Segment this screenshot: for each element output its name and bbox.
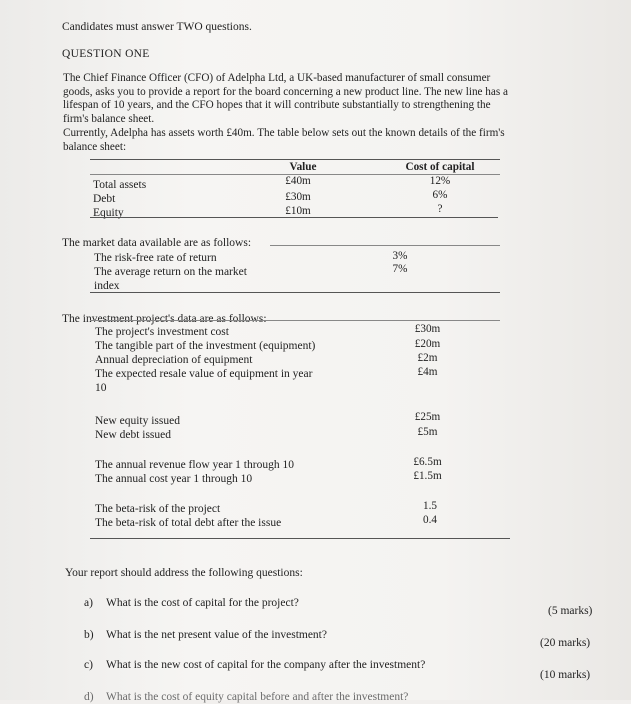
question-letter: a)	[84, 597, 93, 609]
market-bottom-rule	[90, 292, 500, 293]
project-label: The tangible part of the investment (equipment)	[95, 340, 316, 352]
question-marks: (10 marks)	[540, 669, 591, 681]
project-label: 10	[95, 382, 107, 394]
project-label: New equity issued	[95, 415, 180, 427]
project-label: New debt issued	[95, 429, 172, 441]
row-label: Equity	[93, 207, 124, 219]
question-marks: (20 marks)	[540, 637, 591, 649]
question-marks: (5 marks)	[548, 605, 593, 617]
question-text: What is the net present value of the investment?	[106, 629, 327, 641]
project-value: £25m	[414, 411, 441, 423]
row-cost: 12%	[429, 175, 451, 187]
row-cost: 6%	[432, 189, 448, 201]
market-label: index	[94, 280, 120, 292]
row-label: Total assets	[93, 179, 147, 191]
intro-paragraph-2	[63, 127, 583, 154]
row-value: £40m	[285, 175, 311, 187]
project-value: £5m	[417, 426, 438, 438]
question-text: What is the cost of capital for the project?	[106, 597, 299, 609]
intro-line: balance sheet:	[63, 140, 127, 153]
intro-line: lifespan of 10 years, and the CFO hopes that it will contribute substantially to strengthening the	[63, 99, 491, 112]
market-label: The risk-free rate of return	[94, 252, 217, 264]
project-label: The annual revenue flow year 1 through 10	[95, 459, 294, 471]
intro-paragraph-1	[63, 72, 583, 126]
header-value: Value	[289, 161, 317, 173]
project-value: £2m	[417, 352, 438, 364]
project-label: The expected resale value of equipment in year	[95, 368, 313, 380]
question-letter: b)	[84, 629, 94, 641]
project-value: £1.5m	[413, 470, 442, 482]
row-value: £10m	[285, 205, 311, 217]
question-letter: c)	[84, 659, 93, 671]
header-cost-of-capital: Cost of capital	[405, 161, 475, 173]
project-label: The annual cost year 1 through 10	[95, 473, 253, 485]
project-label: The project's investment cost	[95, 326, 229, 338]
question-title: QUESTION ONE	[62, 48, 150, 60]
instruction-text: Candidates must answer TWO questions.	[62, 21, 252, 33]
questions-intro: Your report should address the following questions:	[65, 567, 303, 579]
intro-line: firm's balance sheet.	[63, 112, 155, 125]
question-letter: d)	[84, 691, 94, 703]
intro-line: The Chief Finance Officer (CFO) of Adelpha Ltd, a UK-based manufacturer of small consumer	[63, 72, 491, 84]
project-top-rule	[90, 320, 500, 321]
intro-line: Currently, Adelpha has assets worth £40m. The table below sets out the known details of the firm's	[63, 127, 505, 139]
project-value: 0.4	[423, 514, 437, 526]
market-value: 7%	[392, 263, 408, 275]
market-label: The average return on the market	[94, 266, 247, 278]
project-value: £30m	[414, 323, 441, 335]
market-intro: The market data available are as follows:	[62, 237, 252, 249]
project-bottom-rule	[90, 538, 510, 539]
project-intro: The investment project's data are as follows:	[62, 313, 267, 325]
row-label: Debt	[93, 193, 116, 205]
project-label: Annual depreciation of equipment	[95, 354, 253, 366]
row-value: £30m	[285, 191, 311, 203]
market-top-rule	[270, 245, 500, 246]
table-bottom-rule	[90, 217, 498, 218]
project-label: The beta-risk of the project	[95, 503, 221, 515]
question-text: What is the new cost of capital for the company after the investment?	[106, 659, 426, 671]
project-value: £6.5m	[413, 456, 442, 468]
project-label: The beta-risk of total debt after the issue	[95, 517, 282, 529]
project-value: £20m	[414, 338, 441, 350]
row-cost: ?	[437, 203, 443, 215]
market-value: 3%	[392, 250, 408, 262]
project-value: 1.5	[423, 500, 437, 512]
question-text: What is the cost of equity capital before and after the investment?	[106, 691, 409, 703]
project-value: £4m	[417, 366, 438, 378]
intro-line: goods, asks you to provide a report for the board concerning a new product line. The new line has a	[63, 85, 508, 98]
